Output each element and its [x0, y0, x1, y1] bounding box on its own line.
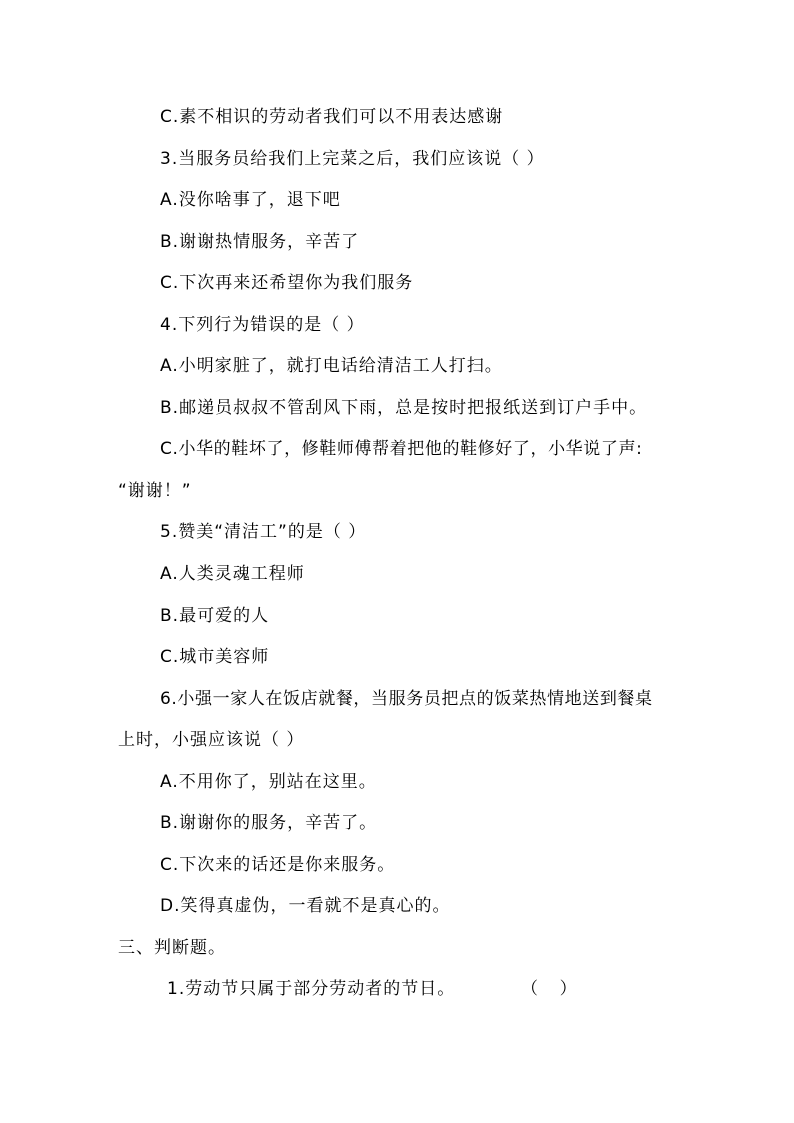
judgement-q1: 1.劳动节只属于部分劳动者的节日。	[167, 979, 456, 999]
q6-option-a: A.不用你了，别站在这里。	[160, 772, 377, 792]
q6-question: 6.小强一家人在饭店就餐，当服务员把点的饭菜热情地送到餐桌	[160, 689, 653, 709]
section-three-heading: 三、判断题。	[118, 938, 226, 958]
q5-question: 5.赞美“清洁工”的是（ ）	[160, 522, 367, 542]
q5-option-c: C.城市美容师	[160, 647, 270, 667]
q2-option-c: C.素不相识的劳动者我们可以不用表达感谢	[160, 107, 504, 127]
q4-option-c-continued: “谢谢！”	[118, 481, 192, 501]
q4-question: 4.下列行为错误的是（ ）	[160, 315, 365, 335]
q4-option-b: B.邮递员叔叔不管刮风下雨，总是按时把报纸送到订户手中。	[160, 398, 648, 418]
q5-option-a: A.人类灵魂工程师	[160, 564, 305, 584]
q4-option-a: A.小明家脏了，就打电话给清洁工人打扫。	[160, 356, 503, 376]
judgement-q1-answer-blank[interactable]: （ ）	[521, 979, 577, 999]
q6-option-b: B.谢谢你的服务，辛苦了。	[160, 813, 378, 833]
q3-option-c: C.下次再来还希望你为我们服务	[160, 273, 414, 293]
q4-option-c: C.小华的鞋坏了，修鞋师傅帮着把他的鞋修好了，小华说了声:	[160, 439, 643, 459]
q5-option-b: B.最可爱的人	[160, 606, 270, 626]
q3-option-b: B.谢谢热情服务，辛苦了	[160, 232, 360, 252]
q6-option-d: D.笑得真虚伪，一看就不是真心的。	[160, 896, 451, 916]
q3-question: 3.当服务员给我们上完菜之后，我们应该说（ ）	[160, 149, 545, 169]
q3-option-a: A.没你啥事了，退下吧	[160, 190, 341, 210]
q6-option-c: C.下次来的话还是你来服务。	[160, 855, 396, 875]
q6-question-continued: 上时，小强应该说（ ）	[118, 730, 305, 750]
